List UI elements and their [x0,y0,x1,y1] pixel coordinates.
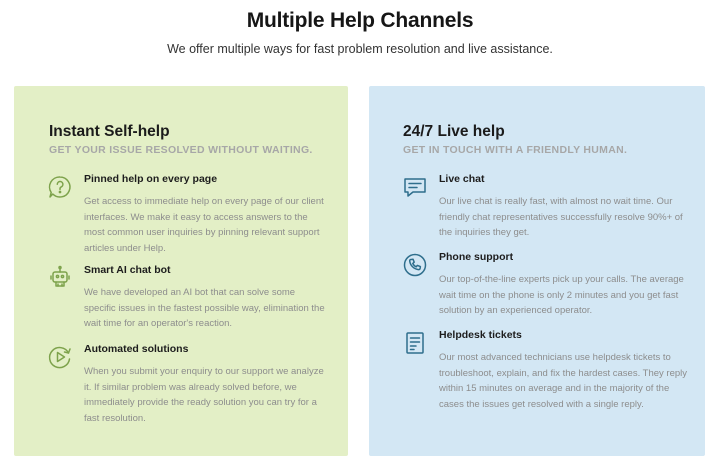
item-description: When you submit your enquiry to our support we analyze it. If similar problem was already solved before, we immediately provide the ready solution you can try for a fast resolution. [84,366,324,424]
item-description: Get access to immediate help on every page of our client interfaces. We make it easy to access answers to the most common user inquiries by pinning relevant support articles under Help. [84,196,324,254]
phone-icon [402,252,428,278]
item-description: Our live chat is really fast, with almost no wait time. Our friendly chat representatives successfully resolve 90%+ of the inquiries they get. [439,196,683,239]
item-description: We have developed an AI bot that can solve some specific issues in the fastest possible way, elimination the wait time for an operator's reaction. [84,287,325,330]
live-help-title: 24/7 Live help [403,123,505,140]
live-help-panel [369,86,705,456]
page-subtitle: We offer multiple ways for fast problem resolution and live assistance. [167,42,553,56]
item-title: Pinned help on every page [84,173,218,185]
chat-bubble-icon [402,174,428,200]
item-title: Automated solutions [84,343,189,355]
page-title: Multiple Help Channels [246,9,474,32]
robot-icon [47,265,73,291]
self-help-panel [14,86,348,456]
item-title: Helpdesk tickets [439,329,522,341]
ticket-icon [402,330,428,356]
item-title: Phone support [439,251,514,263]
item-title: Smart AI chat bot [84,264,171,276]
self-help-title: Instant Self-help [49,123,170,140]
item-description: Our top-of-the-line experts pick up your calls. The average wait time on the phone is only 2 minutes and you get fast solution by an experienced operator. [439,274,684,317]
live-help-tagline: GET IN TOUCH WITH A FRIENDLY HUMAN. [403,144,628,156]
question-bubble-icon [47,174,73,200]
item-title: Live chat [439,173,485,185]
item-description: Our most advanced technicians use helpdesk tickets to troubleshoot, explain, and fix the hardest cases. They reply within 15 minutes on average and in the majority of the cases the issues get resolved with a single reply. [439,352,688,410]
play-circle-icon [47,344,73,370]
self-help-tagline: GET YOUR ISSUE RESOLVED WITHOUT WAITING. [49,144,313,156]
